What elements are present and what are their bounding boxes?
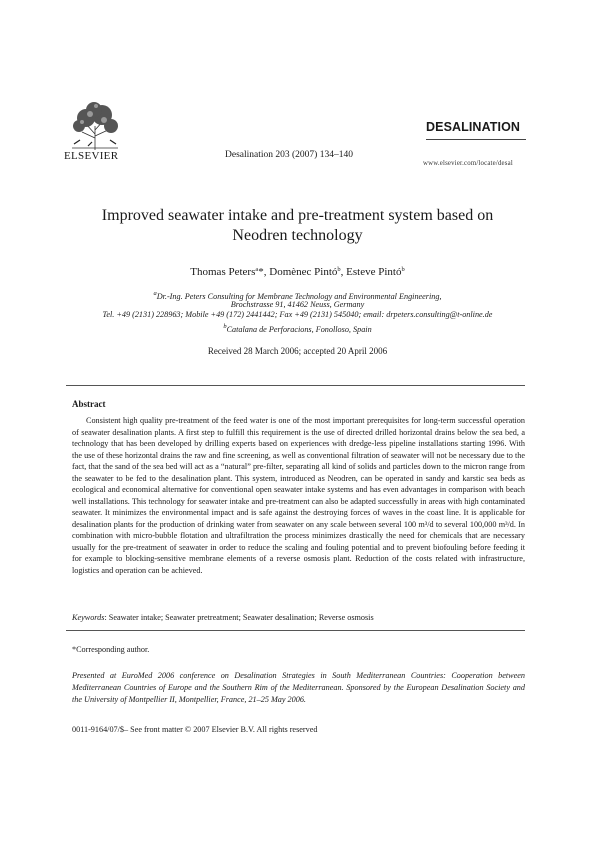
author-name: Domènec Pintó (269, 266, 338, 278)
affiliation-a-line-2: Brochstrasse 91, 41462 Neuss, Germany (230, 299, 365, 309)
abstract-top-rule (66, 385, 525, 386)
abstract-text: Consistent high quality pre-treatment of the feed water is one of the most important prerequisites for long-term successful operation of seawater desalination plants. A first step to fulfill this requirement is the use of directed drilled horizontal drains below the sea bed, a technology that has been developed by drilling experts based on experiences with dredge-less pipeline installations starting 1996. With the use of these horizontal drains the raw and fine screening, as well as conventional filtration of seawater will not be necessary due to the fact, that the sand of the sea bed will act as a “natural” pre-filter, separating all kind of solids and particles down to the micron range from the seawater to be fed to the desalination plant. This system, introduced as Neodren, can be operated in sandy and karstic sea beds as ecological and economical alternative for conventional open seawater intake systems and has even advantages in comparison with beach well installations. This technology for seawater intake and pre-treatment can also be adapted successfully in areas with high contaminated seawater. It minimizes the environmental impact and is safe against the destroying forces of waves in the coast line. It is applicable for desalination plants for the production of drinking water from seawater on any scale between several 100 m³/d to several 100,000 m³/d. In combination with micro-bubble flotation and ultrafiltration the process minimizes drastically the need for chemicals that are necessary usually for the pre-treatment of seawater in order to reduce the scaling and fouling potential and to prevent biofouling before feeding it for example to blocking-sensitive membrane elements of a reverse osmosis plant. Reduction of the costs related with infrastructure, logistics and operation can be achieved. (72, 416, 525, 575)
author-affiliation-mark: b (401, 266, 405, 273)
journal-name: DESALINATION (426, 120, 521, 134)
keywords-text: : Seawater intake; Seawater pretreatment; Seawater desalination; Reverse osmosis (104, 613, 374, 622)
keywords-label: Keywords (72, 613, 105, 622)
corresponding-mark: * (258, 266, 264, 278)
affiliation-mark: a (153, 290, 157, 297)
affiliation-a-contact: Tel. +49 (2131) 228963; Mobile +49 (172) 2441442; Fax +49 (2131) 545040; email: drpeters.consulting@t-online.de (102, 310, 493, 319)
author-affiliation-mark: a (255, 266, 259, 273)
article-title-line-2: Neodren technology (232, 227, 363, 244)
header-rule (426, 139, 526, 140)
author-affiliation-mark: b (337, 266, 341, 273)
journal-url: www.elsevier.com/locate/desal (423, 160, 513, 167)
conference-note: Presented at EuroMed 2006 conference on Desalination Strategies in South Mediterranean Countries: Cooperation between Mediterranean Countries of Europe and the Southern Rim of the Mediterranean. Sponsored by the European Desalination Society and the University of Montpellier II, Montpellier, France, 21–25 May 2006. (72, 671, 525, 704)
abstract-heading: Abstract (72, 399, 106, 409)
article-title (60, 206, 535, 246)
received-dates: Received 28 March 2006; accepted 20 April 2006 (207, 346, 388, 356)
article-title-line-1: Improved seawater intake and pre-treatment system based on (101, 207, 494, 224)
author-separator: , (263, 266, 270, 278)
citation: Desalination 203 (2007) 134–140 (225, 150, 353, 160)
author-list (60, 266, 535, 278)
author-name: Thomas Peters (190, 266, 256, 278)
abstract-bottom-rule (66, 630, 525, 631)
affiliation-text: Catalana de Perforacions, Fonolloso, Spain (226, 325, 372, 334)
affiliation-mark: b (223, 323, 227, 330)
keywords (72, 613, 374, 622)
corresponding-author-note: *Corresponding author. (72, 645, 150, 654)
author-name: Esteve Pintó (346, 266, 402, 278)
author-separator: , (340, 266, 347, 278)
publisher-name: ELSEVIER (64, 150, 119, 162)
copyright-line: 0011-9164/07/$– See front matter © 2007 Elsevier B.V. All rights reserved (72, 725, 318, 734)
affiliation-b (60, 322, 535, 335)
affiliation-text: Dr.-Ing. Peters Consulting for Membrane Technology and Environmental Engineering, (156, 292, 442, 301)
